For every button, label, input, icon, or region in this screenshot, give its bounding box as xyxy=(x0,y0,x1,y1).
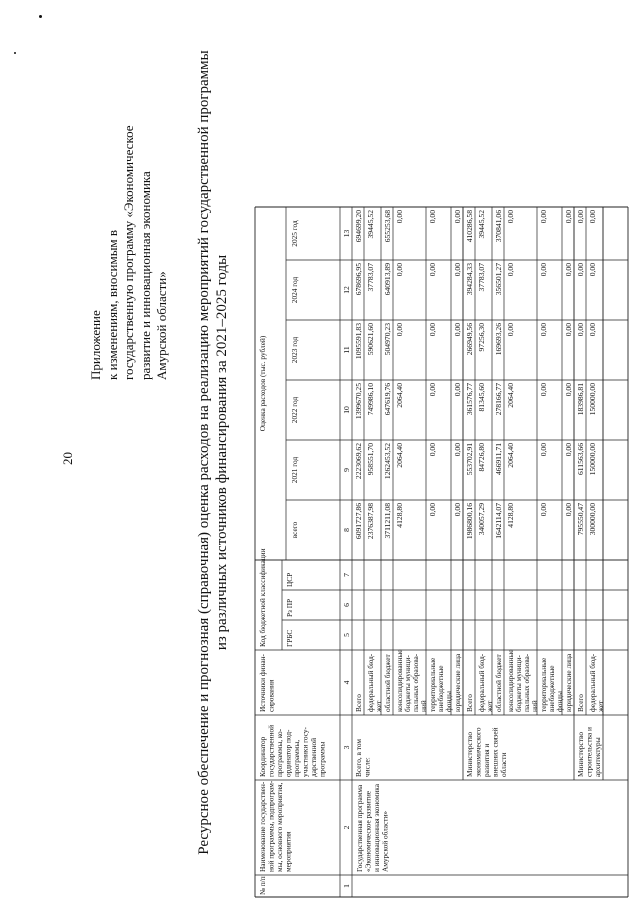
source-line: жет xyxy=(374,700,383,712)
source-line: жет xyxy=(596,700,605,712)
column-number: 4 xyxy=(342,680,351,685)
expense-value: 958551,70 xyxy=(366,443,375,476)
appendix-line: государственную программу «Экономическое xyxy=(121,125,136,380)
expense-value: 655253,68 xyxy=(383,210,392,243)
program-name-line: «Экономическое развитие xyxy=(363,791,373,872)
expense-value: 0,00 xyxy=(539,210,548,224)
expense-value: 0,00 xyxy=(564,503,573,517)
expense-value: 0,00 xyxy=(453,323,462,337)
expense-value: 0,00 xyxy=(576,263,585,277)
program-name-line: и инновационная экономика xyxy=(372,784,381,872)
source-line: федеральный бюд- xyxy=(588,653,597,712)
expense-value: 590621,60 xyxy=(366,323,375,356)
expense-value: 0,00 xyxy=(564,210,573,224)
expense-value: 0,00 xyxy=(588,210,597,224)
expense-value: 97256,30 xyxy=(477,323,486,352)
expense-value: 0,00 xyxy=(539,263,548,277)
header-coordinator: участники госу- xyxy=(300,727,310,777)
header-year: 2023 год xyxy=(290,336,299,364)
coordinator-line: Министерство xyxy=(576,732,585,777)
header-expense-estimate: Оценка расходов (тыс. рублей) xyxy=(258,335,267,432)
expense-value: 553702,91 xyxy=(465,443,474,476)
appendix-line: к изменениям, вносимым в xyxy=(104,229,120,380)
expense-value: 81345,60 xyxy=(477,383,486,412)
expense-value: 0,00 xyxy=(453,383,462,397)
expense-value: 0,00 xyxy=(576,210,585,224)
expense-value: 340057,29 xyxy=(477,503,486,536)
expense-value: 640913,89 xyxy=(383,263,392,296)
title-line: из различных источников финансирования за 2021–2025 годы xyxy=(214,254,230,651)
expense-value: 0,00 xyxy=(564,263,573,277)
expense-value: 37783,07 xyxy=(366,263,375,292)
source-line: федеральный бюд- xyxy=(477,653,486,712)
source-line: Всего xyxy=(465,694,474,712)
expense-value: 169693,26 xyxy=(494,323,503,356)
source-line: бюджеты муници- xyxy=(514,655,523,712)
header-coordinator: Координатор xyxy=(258,736,267,777)
header-name: Наименование государствен- xyxy=(258,781,267,872)
coordinator-line: внешних связей xyxy=(490,727,500,777)
header-source: Источники финан- xyxy=(258,654,267,712)
source-line: фонды xyxy=(444,691,453,712)
expense-value: 0,00 xyxy=(428,383,437,397)
expense-value: 795550,47 xyxy=(576,503,585,536)
header-year: 2022 год xyxy=(290,396,299,424)
expense-value: 0,00 xyxy=(576,323,585,337)
expense-value: 2064,40 xyxy=(506,443,515,468)
column-number: 9 xyxy=(342,468,351,472)
coordinator-line: архитектуры xyxy=(593,737,602,777)
column-number: 8 xyxy=(342,528,351,532)
source-line: фонды xyxy=(555,691,564,712)
column-number: 1 xyxy=(342,884,351,888)
source-line: бюджеты муници- xyxy=(403,655,412,712)
header-coordinator: программы, ко- xyxy=(275,728,284,777)
source-line: областной бюджет xyxy=(383,654,392,712)
header-year: 2025 год xyxy=(290,220,299,247)
expense-value: 504970,23 xyxy=(383,323,392,356)
column-number: 5 xyxy=(342,633,351,637)
expense-value: 370841,06 xyxy=(494,210,503,243)
expense-value: 2223069,62 xyxy=(354,443,363,480)
appendix-line: Амурской области» xyxy=(154,271,169,380)
expense-value: 0,00 xyxy=(588,323,597,337)
expense-value: 647619,76 xyxy=(383,383,392,416)
expense-value: 0,00 xyxy=(428,263,437,277)
header-coordinator: государственной xyxy=(266,724,276,777)
coordinator-line: Министерство xyxy=(465,732,474,777)
source-line: ний xyxy=(419,700,428,712)
header-name: ной программы, подпрограм- xyxy=(266,780,276,872)
header-num: № п/п xyxy=(258,876,267,895)
expense-value: 0,00 xyxy=(506,323,515,337)
column-number: 10 xyxy=(342,406,351,414)
coordinator-line: Всего, в том xyxy=(354,738,363,777)
expense-value: 2064,40 xyxy=(506,383,515,408)
source-line: внебюджетные xyxy=(547,665,556,712)
expense-value: 1262453,52 xyxy=(383,443,392,480)
header-source: сирования xyxy=(266,679,276,712)
coordinator-line: числе: xyxy=(362,757,372,777)
coordinator-line: области xyxy=(499,752,508,777)
expense-value: 39445,52 xyxy=(366,210,375,239)
column-number: 12 xyxy=(342,286,351,294)
header-name: мы, основного мероприятия, xyxy=(275,782,284,872)
header-csr: ЦСР xyxy=(285,572,294,587)
expense-value: 150000,00 xyxy=(588,383,597,416)
expense-value: 6091727,86 xyxy=(354,503,363,540)
header-coordinator: программы, xyxy=(292,739,301,777)
coordinator-line: развития и xyxy=(482,743,491,777)
source-line: пальных образова- xyxy=(522,653,531,712)
expense-value: 150000,00 xyxy=(588,443,597,476)
expense-value: 678696,95 xyxy=(354,263,363,296)
scan-speck xyxy=(39,15,42,18)
title-line: Ресурсное обеспечение и прогнозная (справочная) оценка расходов на реализацию мероприятий государственной программы xyxy=(196,50,212,855)
source-line: территориальные xyxy=(428,657,437,712)
column-number: 13 xyxy=(342,229,351,238)
expense-value: 0,00 xyxy=(539,323,548,337)
expense-value: 183986,81 xyxy=(576,383,585,416)
expense-value: 694699,20 xyxy=(354,210,363,243)
source-line: Всего xyxy=(354,694,363,712)
header-coordinator: ординатор под- xyxy=(283,729,293,777)
header-year: 2024 год xyxy=(290,276,299,304)
expense-value: 1986800,16 xyxy=(465,503,474,540)
header-coordinator: дарственной xyxy=(309,737,318,777)
expense-value: 0,00 xyxy=(564,323,573,337)
source-line: территориальные xyxy=(539,657,548,712)
column-number: 7 xyxy=(342,573,351,577)
expense-value: 1399670,25 xyxy=(354,383,363,420)
appendix-line: развитие и инновационная экономика xyxy=(137,171,153,380)
header-total: всего xyxy=(290,521,299,539)
source-line: ний xyxy=(530,700,539,712)
expense-value: 0,00 xyxy=(564,383,573,397)
program-name-line: Амурской области» xyxy=(380,810,390,872)
coordinator-line: экономического xyxy=(473,727,483,777)
expense-value: 84726,80 xyxy=(477,443,486,472)
expense-value: 0,00 xyxy=(453,503,462,517)
program-name-line: Государственная программа xyxy=(355,784,364,872)
column-number: 2 xyxy=(342,825,351,830)
expense-value: 3711211,08 xyxy=(383,503,392,539)
coordinator-line: строительства и xyxy=(584,727,594,777)
expense-value: 0,00 xyxy=(564,443,573,457)
expense-value: 0,00 xyxy=(453,443,462,457)
scan-speck xyxy=(14,52,16,54)
source-line: юридические лица xyxy=(453,653,462,712)
expense-value: 1642114,07 xyxy=(494,503,503,539)
expense-value: 0,00 xyxy=(506,210,515,224)
expense-value: 0,00 xyxy=(539,383,548,397)
expense-value: 749986,10 xyxy=(366,383,375,416)
expense-value: 1095591,83 xyxy=(354,323,363,360)
source-line: внебюджетные xyxy=(436,665,445,712)
expense-value: 0,00 xyxy=(428,323,437,337)
expense-value: 410286,58 xyxy=(465,210,474,243)
expense-value: 0,00 xyxy=(453,210,462,224)
expense-value: 300000,00 xyxy=(588,503,597,536)
expense-value: 466911,71 xyxy=(494,443,503,475)
column-number: 3 xyxy=(342,745,351,750)
expense-value: 0,00 xyxy=(395,263,404,277)
source-line: юридические лица xyxy=(564,653,573,712)
expense-value: 0,00 xyxy=(428,443,437,457)
expense-value: 0,00 xyxy=(395,210,404,224)
page-number: 20 xyxy=(60,452,75,465)
expense-value: 0,00 xyxy=(395,323,404,337)
expense-value: 2064,40 xyxy=(395,383,404,408)
expense-value: 0,00 xyxy=(539,443,548,457)
header-rzpr: Рз ПР xyxy=(285,598,294,617)
expense-value: 611563,66 xyxy=(576,443,585,475)
header-budget-code: Код бюджетной классификации xyxy=(258,548,267,647)
source-line: федеральный бюд- xyxy=(366,653,375,712)
header-grbs: ГРБС xyxy=(285,629,294,647)
expense-value: 356501,27 xyxy=(494,263,503,296)
expense-value: 37783,07 xyxy=(477,263,486,292)
expense-value: 0,00 xyxy=(453,263,462,277)
source-line: консолидированные xyxy=(506,649,515,712)
column-number: 11 xyxy=(342,346,351,354)
expense-value: 266949,56 xyxy=(465,323,474,356)
source-line: консолидированные xyxy=(395,649,404,712)
expense-value: 4128,80 xyxy=(395,503,404,528)
source-line: областной бюджет xyxy=(494,654,503,712)
expense-value: 361576,77 xyxy=(465,383,474,416)
expense-value: 39445,52 xyxy=(477,210,486,239)
column-number: 6 xyxy=(342,603,351,607)
appendix-line: Приложение xyxy=(88,310,103,380)
expense-value: 0,00 xyxy=(539,503,548,517)
expense-value: 2376387,98 xyxy=(366,503,375,540)
header-name: мероприятия xyxy=(283,831,293,872)
expense-value: 4128,80 xyxy=(506,503,515,528)
source-line: Всего xyxy=(576,694,585,712)
source-line: жет xyxy=(485,700,494,712)
expense-value: 278166,77 xyxy=(494,383,503,416)
expense-value: 2064,40 xyxy=(395,443,404,468)
expense-value: 0,00 xyxy=(428,503,437,517)
expense-value: 0,00 xyxy=(506,263,515,277)
expense-value: 0,00 xyxy=(588,263,597,277)
expense-value: 394284,33 xyxy=(465,263,474,296)
expense-value: 0,00 xyxy=(428,210,437,224)
header-year: 2021 год xyxy=(290,456,299,484)
header-coordinator: программы xyxy=(317,741,327,777)
source-line: пальных образова- xyxy=(411,653,420,712)
